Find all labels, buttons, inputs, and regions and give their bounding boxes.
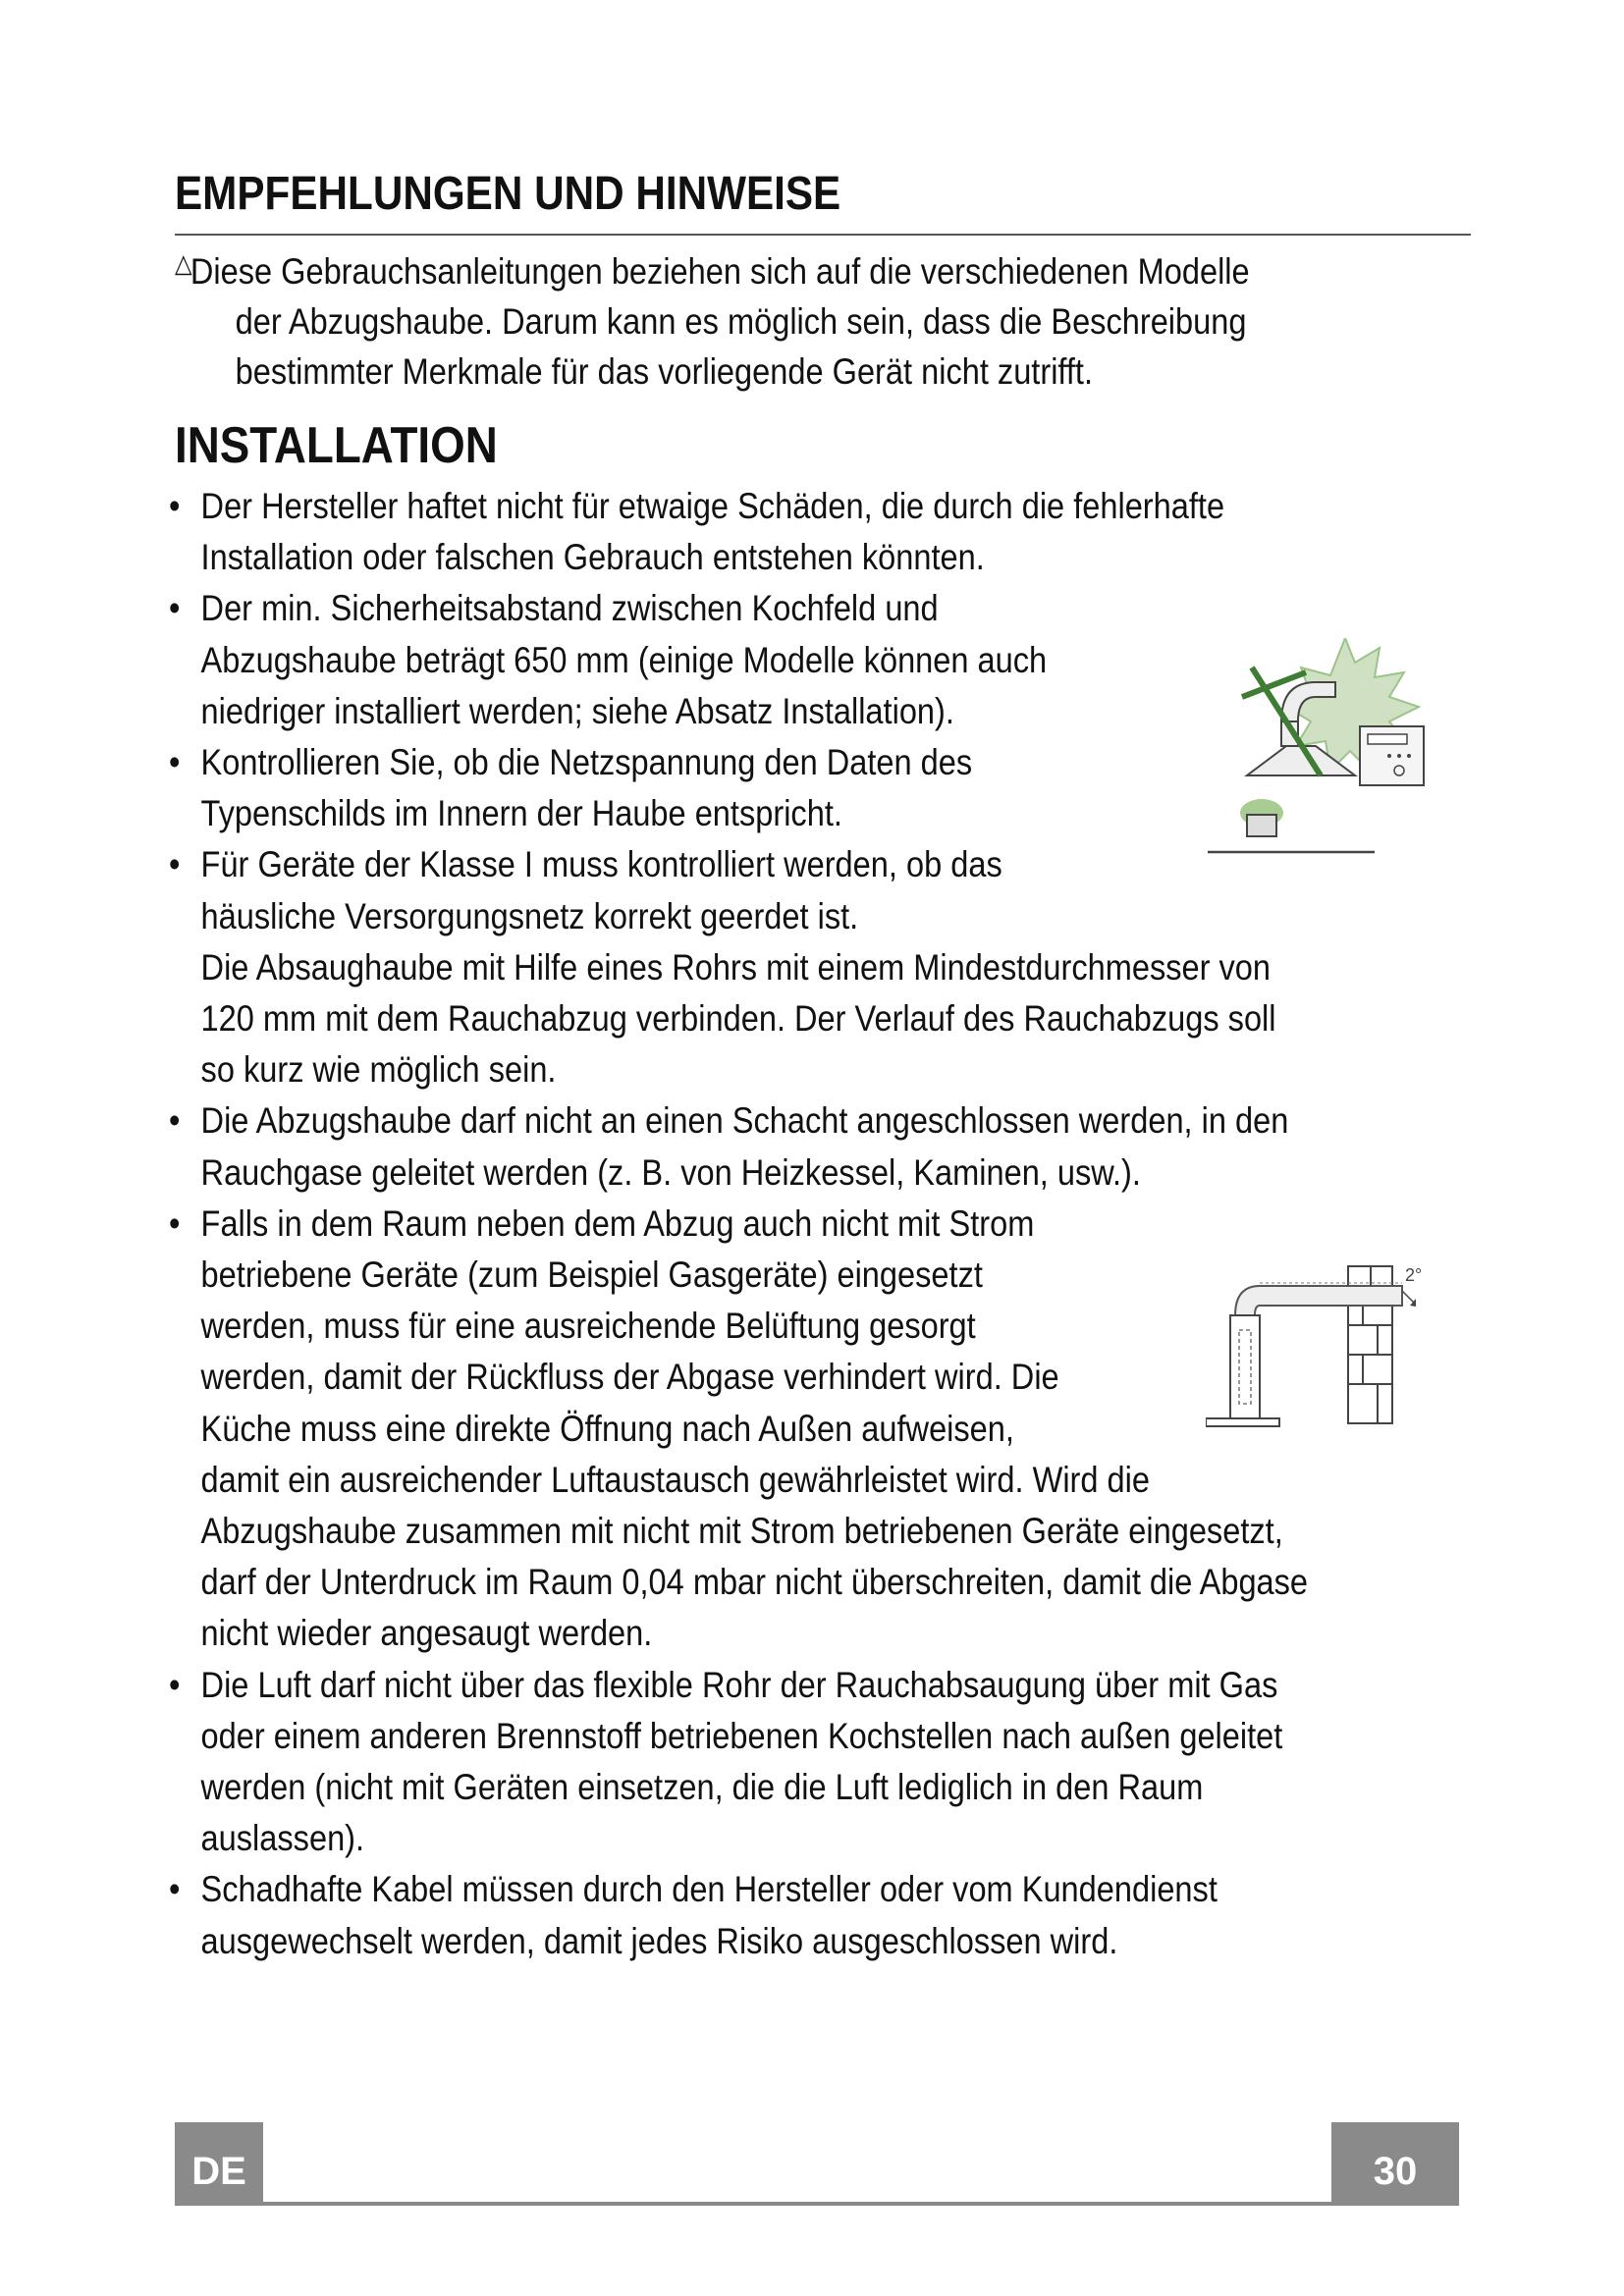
list-item-line: darf der Unterdruck im Raum 0,04 mbar nicht überschreiten, damit die Abgase (200, 1562, 1309, 1603)
list-item-line: Abzugshaube beträgt 650 mm (einige Modelle können auch (200, 639, 1048, 680)
warning-triangle-icon: △ (175, 248, 192, 278)
list-item-line: Küche muss eine direkte Öffnung nach Außen aufweisen, (200, 1408, 1014, 1449)
bullet: • (169, 1202, 181, 1244)
list-item-line: häusliche Versorgungsnetz korrekt geerdet ist. (200, 895, 859, 936)
bullet: • (169, 1664, 181, 1705)
hood-distance-illustration (1208, 638, 1443, 864)
list-item-line: niedriger installiert werden; siehe Absatz Installation). (200, 690, 954, 731)
paragraph-line: Die Absaughaube mit Hilfe eines Rohrs mit einem Mindestdurchmesser von (200, 946, 1272, 988)
list-item-line: Der Hersteller haftet nicht für etwaige Schäden, die durch die fehlerhafte (200, 486, 1225, 526)
note-line: der Abzugshaube. Darum kann es möglich sein, dass die Beschreibung (235, 301, 1247, 342)
hood-canopy (1206, 1418, 1279, 1426)
list-item (169, 1660, 1379, 1865)
list-item-line: ausgewechselt werden, damit jedes Risiko ausgeschlossen wird. (200, 1920, 1118, 1961)
list-item (169, 1199, 1379, 1660)
list-item (169, 583, 1379, 737)
list-item (169, 1864, 1379, 1966)
bullet: • (169, 588, 181, 629)
list-item-line: Installation oder falschen Gebrauch entstehen könnten. (200, 537, 985, 578)
note-line: bestimmter Merkmale für das vorliegende Gerät nicht zutrifft. (235, 351, 1094, 392)
bullet: • (169, 844, 181, 885)
footer-rule (175, 2202, 1459, 2206)
list-item-line: Schadhafte Kabel müssen durch den Hersteller oder vom Kundendienst (200, 1869, 1218, 1910)
page-number-tab (1331, 2122, 1459, 2206)
list-item (169, 1095, 1379, 1198)
list-item (169, 737, 1379, 839)
duct-slope-illustration (1206, 1242, 1441, 1453)
list-item-line: Rauchgase geleitet werden (z. B. von Heizkessel, Kaminen, usw.). (200, 1151, 1141, 1193)
list-item-line: betriebene Geräte (zum Beispiel Gasgeräte) eingesetzt (200, 1255, 983, 1296)
bullet: • (169, 1869, 181, 1910)
paragraph-line: so kurz wie möglich sein. (200, 1049, 557, 1091)
recommendations-note (175, 239, 1316, 397)
section-title-installation: INSTALLATION (175, 417, 498, 474)
list-item-line: Die Abzugshaube darf nicht an einen Schacht angeschlossen werden, in den (200, 1100, 1289, 1142)
boiler-display (1368, 734, 1407, 744)
angle-label: 2° (1405, 1265, 1423, 1285)
installation-body (169, 481, 1379, 1967)
list-item (169, 839, 1379, 1095)
title-underline (175, 234, 1471, 236)
list-item (169, 481, 1379, 583)
list-item-line: werden, damit der Rückfluss der Abgase verhindert wird. Die (200, 1357, 1059, 1398)
pot-steam-icon (1240, 799, 1283, 836)
language-tab (175, 2122, 263, 2206)
language-label: DE (191, 2150, 246, 2193)
section-title-recommendations: EMPFEHLUNGEN UND HINWEISE (175, 168, 841, 220)
list-item-line: Kontrollieren Sie, ob die Netzspannung den Daten des (200, 742, 973, 783)
list-item-line: Der min. Sicherheitsabstand zwischen Kochfeld und (200, 588, 939, 629)
list-item-line: auslassen). (200, 1818, 365, 1859)
list-item-line: damit ein ausreichender Luftaustausch gewährleistet wird. Wird die (200, 1459, 1151, 1500)
list-item-line: werden (nicht mit Geräten einsetzen, die die Luft lediglich in den Raum (200, 1767, 1204, 1808)
list-item-line: oder einem anderen Brennstoff betriebenen Kochstellen nach außen geleitet (200, 1715, 1283, 1756)
list-item-line: Abzugshaube zusammen mit nicht mit Strom betriebenen Geräte eingesetzt, (200, 1511, 1283, 1552)
note-line (175, 239, 1316, 296)
list-item-line: nicht wieder angesaugt werden. (200, 1613, 653, 1654)
list-item-line: Typenschilds im Innern der Haube entspricht. (200, 793, 842, 834)
paragraph-line: 120 mm mit dem Rauchabzug verbinden. Der Verlauf des Rauchabzugs soll (200, 998, 1276, 1040)
list-item-line: Die Luft darf nicht über das flexible Rohr der Rauchabsaugung über mit Gas (200, 1664, 1278, 1705)
list-item-line: Für Geräte der Klasse I muss kontrolliert werden, ob das (200, 844, 1002, 885)
list-item-line: Falls in dem Raum neben dem Abzug auch nicht mit Strom (200, 1202, 1035, 1244)
bullet: • (169, 742, 181, 783)
list-item-line: werden, muss für eine ausreichende Belüftung gesorgt (200, 1306, 976, 1347)
bullet: • (169, 486, 181, 526)
note-text: Diese Gebrauchsanleitungen beziehen sich auf die verschiedenen Modelle (189, 251, 1250, 292)
page-number: 30 (1373, 2150, 1418, 2193)
bullet: • (169, 1100, 181, 1142)
